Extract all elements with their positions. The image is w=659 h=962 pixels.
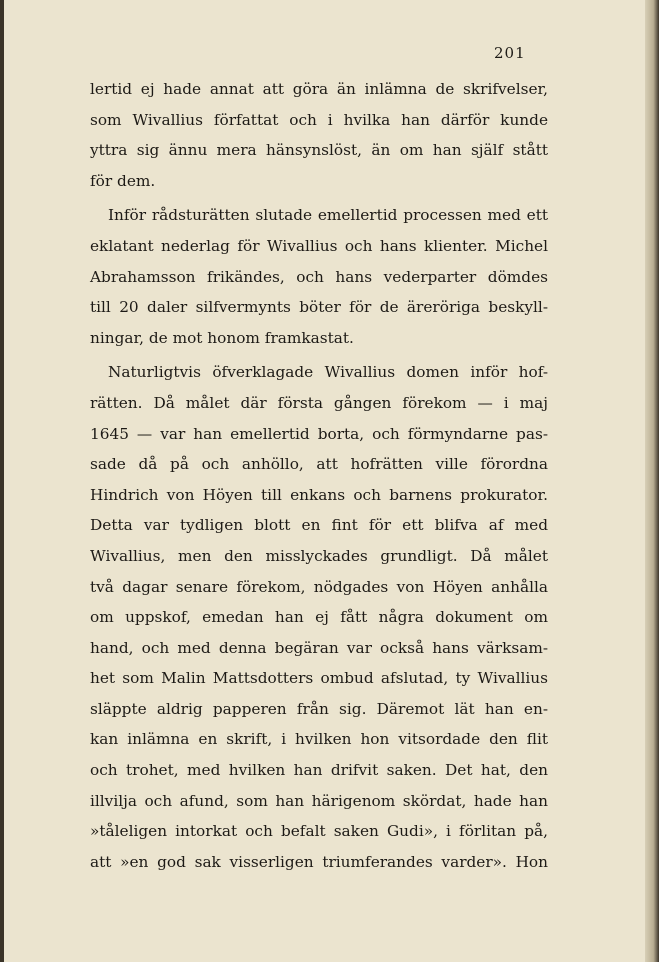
- text-line: rätten. Då målet där första gången förekom — i maj: [90, 393, 548, 412]
- text-line: illvilja och afund, som han härigenom skördat, hade han: [90, 791, 548, 810]
- page-edge-right: [645, 0, 659, 962]
- page-edge-left: [0, 0, 4, 962]
- text-line: två dagar senare förekom, nödgades von Höyen anhålla: [90, 577, 548, 596]
- body-text: [90, 74, 548, 877]
- text-line: Wivallius, men den misslyckades grundligt. Då målet: [90, 546, 548, 565]
- text-line: kan inlämna en skrift, i hvilken hon vitsordade den flit: [90, 730, 548, 749]
- text-line: het som Malin Mattsdotters ombud afslutad, ty Wivallius: [90, 669, 548, 688]
- text-line: Naturligtvis öfverklagade Wivallius domen inför hof-: [108, 363, 548, 382]
- text-line: Abrahamsson frikändes, och hans vederparter dömdes: [90, 267, 548, 286]
- text-line: och trohet, med hvilken han drifvit saken. Det hat, den: [90, 761, 548, 780]
- text-line: yttra sig ännu mera hänsynslöst, än om han själf stått: [90, 141, 548, 160]
- text-line: att »en god sak visserligen triumferandes varder». Hon: [90, 852, 548, 871]
- text-line: sade då på och anhöllo, att hofrätten ville förordna: [90, 455, 548, 474]
- text-line: lertid ej hade annat att göra än inlämna de skrifvelser,: [90, 80, 548, 98]
- text-line: som Wivallius författat och i hvilka han därför kunde: [90, 110, 548, 129]
- text-line: Detta var tydligen blott en fint för ett blifva af med: [90, 516, 548, 535]
- text-line: till 20 daler silfvermynts böter för de äreröriga beskyll-: [90, 298, 548, 317]
- text-line: ningar, de mot honom framkastat.: [90, 328, 354, 347]
- text-line: hand, och med denna begäran var också hans värksam-: [90, 638, 548, 657]
- page-number: 201: [494, 44, 526, 62]
- text-line: eklatant nederlag för Wivallius och hans klienter. Michel: [90, 236, 548, 255]
- text-line: för dem.: [90, 171, 156, 190]
- text-line: släppte aldrig papperen från sig. Däremot lät han en-: [90, 699, 548, 718]
- text-line: »tåleligen intorkat och befalt saken Gudi», i förlitan på,: [90, 822, 548, 841]
- text-line: Inför rådsturätten slutade emellertid processen med ett: [108, 206, 548, 225]
- text-line: om uppskof, emedan han ej fått några dokument om: [90, 608, 548, 627]
- text-line: Hindrich von Höyen till enkans och barnens prokurator.: [90, 485, 548, 504]
- text-line: 1645 — var han emellertid borta, och förmyndarne pas-: [90, 424, 548, 443]
